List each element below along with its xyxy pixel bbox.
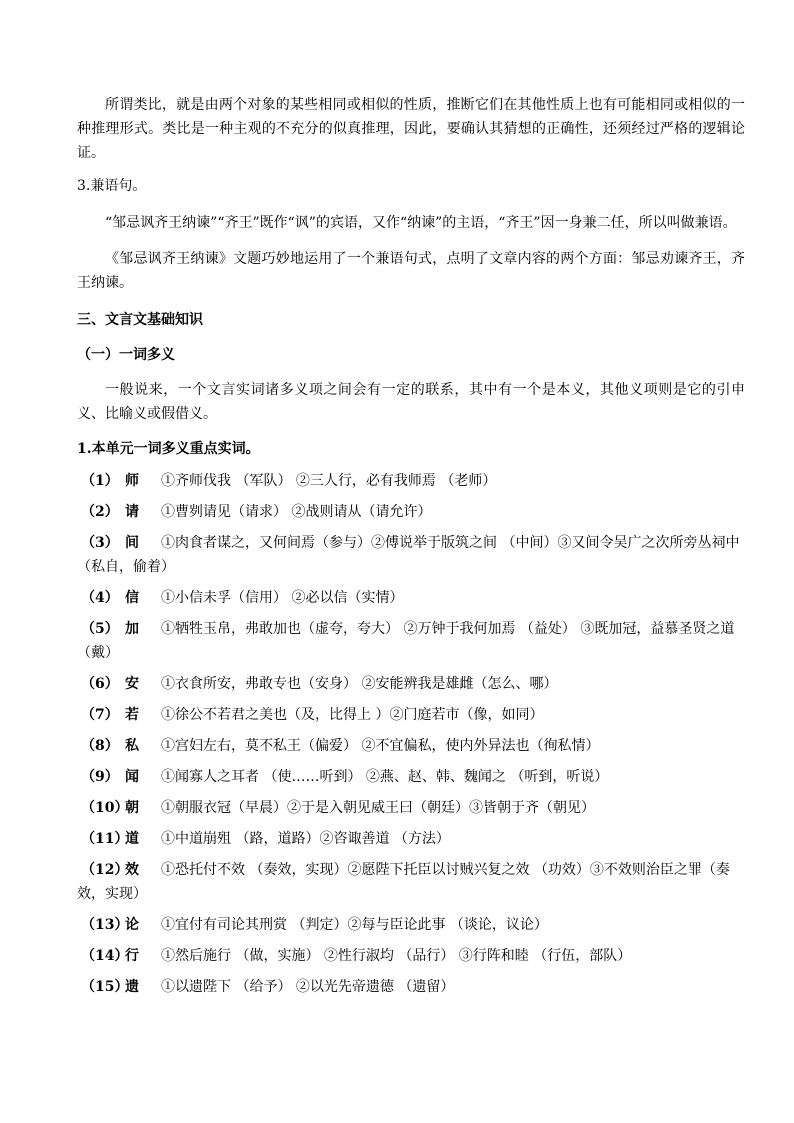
vocab-item — [77, 531, 745, 579]
vocab-definitions: ①以遗陛下 （给予） ②以光先帝遗德 （遗留） — [161, 979, 455, 995]
vocab-item — [77, 734, 745, 758]
intro-paragraph: 所谓类比，就是由两个对象的某些相同或相似的性质，推断它们在其他性质上也有可能相同或相似的一种推理形式。类比是一种主观的不充分的似真推理，因此，要确认其猜想的正确性，还须经过严格的逻辑论证。 — [77, 97, 745, 161]
vocab-number: （11） — [81, 831, 129, 847]
vocab-item — [77, 500, 745, 524]
vocab-number: （13） — [81, 917, 129, 933]
vocab-item — [77, 469, 745, 493]
vocab-word: 行 — [125, 948, 139, 964]
vocab-number: （6） — [81, 676, 119, 692]
vocab-word: 请 — [125, 504, 139, 520]
vocab-definitions: ①衣食所安，弗敢专也（安身） ②安能辨我是雄雌（怎么、哪） — [161, 676, 558, 692]
vocab-number: （8） — [81, 738, 119, 754]
vocab-definitions: ①宜付有司论其刑赏 （判定）②每与臣论此事 （谈论，议论） — [161, 917, 548, 933]
vocab-number: （15） — [81, 979, 129, 995]
vocab-item — [77, 765, 745, 789]
vocab-item — [77, 913, 745, 937]
jianyu-paragraph-1: “邹忌讽齐王纳谏”“齐王”既作“讽”的宾语，又作“纳谏”的主语，“齐王”因一身兼二任，所以叫做兼语。 — [105, 215, 737, 231]
vocab-definitions: ①曹刿请见（请求） ②战则请从（请允许） — [161, 504, 432, 520]
section3-heading: 三、文言文基础知识 — [77, 312, 203, 328]
vocab-number: （4） — [81, 590, 119, 606]
vocab-word: 安 — [125, 676, 139, 692]
vocab-word: 私 — [125, 738, 139, 754]
vocab-number: （3） — [81, 535, 119, 551]
vocab-number: （10） — [81, 800, 129, 816]
vocab-definitions: ①徐公不若君之美也（及，比得上 ）②门庭若市（像，如同） — [161, 707, 544, 723]
vocab-definitions: ①中道崩殂 （路，道路）②咨诹善道 （方法） — [161, 831, 450, 847]
item3-heading: 3.兼语句。 — [77, 178, 147, 194]
subsection1-heading: （一）一词多义 — [77, 347, 175, 363]
vocab-definitions: ①齐师伐我 （军队） ②三人行，必有我师焉 （老师） — [161, 473, 497, 489]
vocab-number: （14） — [81, 948, 129, 964]
vocab-item — [77, 586, 745, 610]
vocab-definitions: ①牺牲玉帛，弗敢加也（虚夸，夸大） ②万钟于我何加焉 （益处） ③既加冠，益慕圣贤之道（戴） — [77, 621, 735, 661]
vocab-item — [77, 827, 745, 851]
vocab-item — [77, 944, 745, 968]
vocab-definitions: ①恐托付不效 （奏效，实现）②愿陛下托臣以讨贼兴复之效 （功效）③不效则治臣之罪（奏效，实现） — [77, 862, 730, 902]
vocab-definitions: ①肉食者谋之，又何间焉（参与）②傅说举于版筑之间 （中间）③又间令吴广之次所旁丛祠中（私自，偷着） — [77, 535, 740, 575]
vocab-word: 师 — [125, 473, 139, 489]
vocab-word: 闻 — [125, 769, 139, 785]
vocab-definitions: ①然后施行 （做，实施） ②性行淑均 （品行） ③行阵和睦 （行伍，部队） — [161, 948, 632, 964]
vocab-number: （9） — [81, 769, 119, 785]
vocab-list — [77, 469, 745, 999]
vocab-definitions: ①闻寡人之耳者 （使……听到） ②燕、赵、韩、魏闻之 （听到，听说） — [161, 769, 609, 785]
vocab-word: 论 — [125, 917, 139, 933]
vocab-definitions: ①小信未孚（信用） ②必以信（实情） — [161, 590, 404, 606]
polysemy-paragraph: 一般说来，一个文言实词诸多义项之间会有一定的联系，其中有一个是本义，其他义项则是它的引申义、比喻义或假借义。 — [77, 382, 745, 422]
vocab-word: 道 — [125, 831, 139, 847]
vocab-definitions: ①朝服衣冠（早晨）②于是入朝见威王曰（朝廷）③皆朝于齐（朝见） — [161, 800, 595, 816]
vocab-word: 效 — [125, 862, 139, 878]
vocab-item — [77, 672, 745, 696]
vocab-word: 加 — [125, 621, 139, 637]
vocab-item — [77, 617, 745, 665]
vocab-number: （12） — [81, 862, 129, 878]
vocab-number: （2） — [81, 504, 119, 520]
vocab-word: 若 — [125, 707, 139, 723]
vocab-item — [77, 858, 745, 906]
vocab-item — [77, 703, 745, 727]
vocab-definitions: ①宫妇左右，莫不私王（偏爱） ②不宜偏私，使内外异法也（徇私情） — [161, 738, 600, 754]
vocab-word: 朝 — [125, 800, 139, 816]
vocab-number: （1） — [81, 473, 119, 489]
vocab-number: （5） — [81, 621, 119, 637]
vocab-item — [77, 796, 745, 820]
vocab-word: 遗 — [125, 979, 139, 995]
vocab-item — [77, 975, 745, 999]
vocab-word: 间 — [125, 535, 139, 551]
list-heading: 1.本单元一词多义重点实词。 — [77, 441, 260, 457]
jianyu-paragraph-2: 《邹忌讽齐王纳谏》文题巧妙地运用了一个兼语句式，点明了文章内容的两个方面：邹忌劝谏齐王，齐王纳谏。 — [77, 251, 745, 291]
vocab-number: （7） — [81, 707, 119, 723]
document-page — [77, 93, 745, 1006]
vocab-word: 信 — [125, 590, 139, 606]
